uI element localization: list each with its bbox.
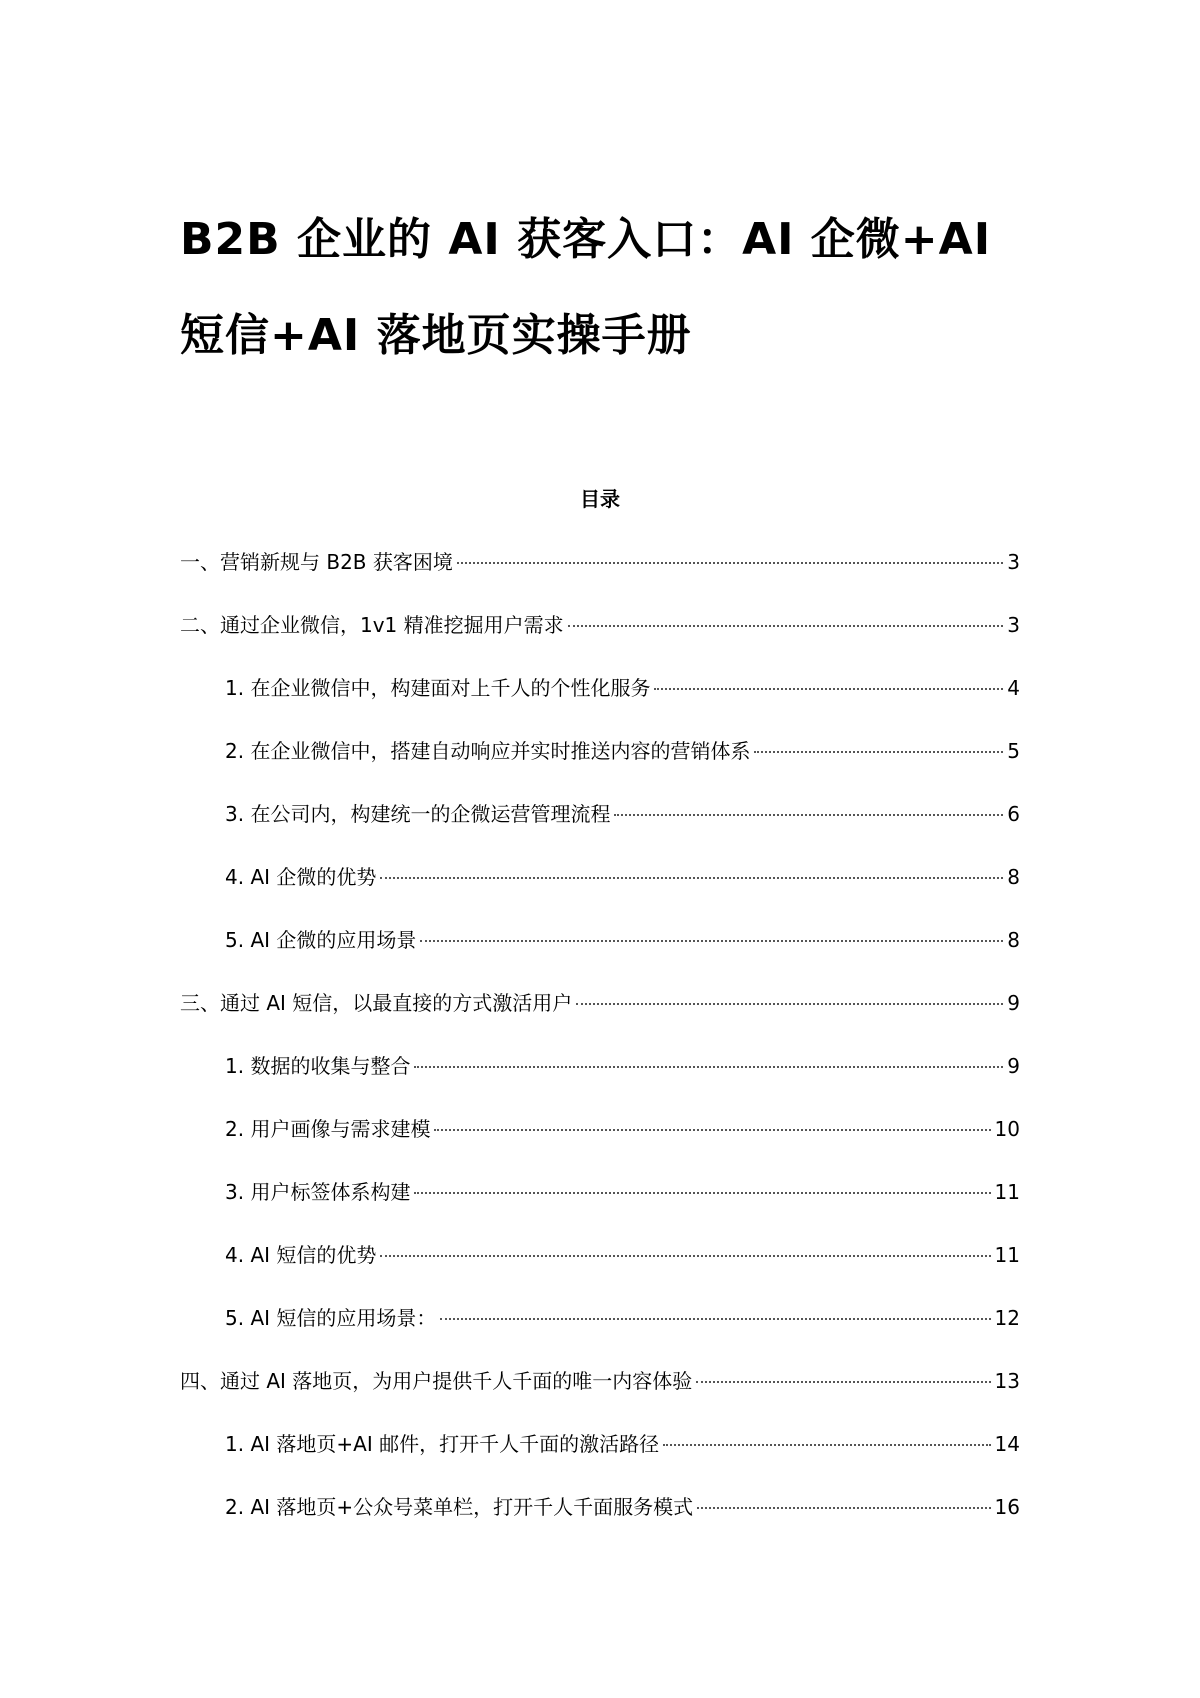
toc-page-number: 12 bbox=[994, 1306, 1020, 1330]
toc-dot-leader bbox=[457, 561, 1003, 564]
toc-page-number: 6 bbox=[1007, 802, 1020, 826]
toc-page-number: 3 bbox=[1007, 550, 1020, 574]
toc-entry[interactable] bbox=[180, 1235, 1020, 1298]
toc-entry-text: 5. AI 企微的应用场景 bbox=[225, 928, 417, 952]
toc-entry-text: 三、通过 AI 短信，以最直接的方式激活用户 bbox=[180, 991, 573, 1015]
toc-dot-leader bbox=[654, 687, 1003, 690]
toc-dot-leader bbox=[414, 1191, 990, 1194]
toc-dot-leader bbox=[380, 876, 1003, 879]
toc-page-number: 11 bbox=[994, 1243, 1020, 1267]
toc-entry-text: 1. 在企业微信中，构建面对上千人的个性化服务 bbox=[225, 676, 651, 700]
toc-dot-leader bbox=[576, 1002, 1003, 1005]
toc-entry[interactable] bbox=[180, 542, 1020, 605]
toc-page-number: 9 bbox=[1007, 991, 1020, 1015]
toc-entry[interactable] bbox=[180, 1487, 1020, 1550]
toc-entry-text: 4. AI 企微的优势 bbox=[225, 865, 377, 889]
toc-entry[interactable] bbox=[180, 605, 1020, 668]
toc-dot-leader bbox=[696, 1380, 990, 1383]
toc-entry-text: 二、通过企业微信，1v1 精准挖掘用户需求 bbox=[180, 613, 564, 637]
toc-entry-text: 2. 在企业微信中，搭建自动响应并实时推送内容的营销体系 bbox=[225, 739, 751, 763]
toc-entry[interactable] bbox=[180, 1298, 1020, 1361]
toc-entry[interactable] bbox=[180, 1424, 1020, 1487]
toc-entry[interactable] bbox=[180, 857, 1020, 920]
toc-dot-leader bbox=[440, 1317, 990, 1320]
toc-entry-text: 1. AI 落地页+AI 邮件，打开千人千面的激活路径 bbox=[225, 1432, 660, 1456]
document-title: B2B 企业的 AI 获客入口：AI 企微+AI 短信+AI 落地页实操手册 bbox=[180, 214, 992, 361]
table-of-contents bbox=[180, 542, 1020, 1550]
toc-entry-text: 3. 用户标签体系构建 bbox=[225, 1180, 411, 1204]
toc-entry[interactable] bbox=[180, 920, 1020, 983]
toc-entry[interactable] bbox=[180, 1361, 1020, 1424]
toc-entry-text: 5. AI 短信的应用场景： bbox=[225, 1306, 437, 1330]
toc-entry-text: 2. 用户画像与需求建模 bbox=[225, 1117, 431, 1141]
toc-entry[interactable] bbox=[180, 1046, 1020, 1109]
toc-entry[interactable] bbox=[180, 983, 1020, 1046]
toc-entry-text: 4. AI 短信的优势 bbox=[225, 1243, 377, 1267]
toc-page-number: 8 bbox=[1007, 928, 1020, 952]
toc-page-number: 4 bbox=[1007, 676, 1020, 700]
toc-dot-leader bbox=[380, 1254, 990, 1257]
toc-entry[interactable] bbox=[180, 668, 1020, 731]
toc-page-number: 13 bbox=[994, 1369, 1020, 1393]
toc-page-number: 14 bbox=[994, 1432, 1020, 1456]
toc-entry[interactable] bbox=[180, 1109, 1020, 1172]
toc-entry-text: 1. 数据的收集与整合 bbox=[225, 1054, 411, 1078]
toc-page-number: 9 bbox=[1007, 1054, 1020, 1078]
toc-dot-leader bbox=[754, 750, 1003, 753]
toc-dot-leader bbox=[614, 813, 1003, 816]
toc-entry[interactable] bbox=[180, 731, 1020, 794]
toc-entry-text: 3. 在公司内，构建统一的企微运营管理流程 bbox=[225, 802, 611, 826]
toc-page-number: 11 bbox=[994, 1180, 1020, 1204]
toc-page-number: 8 bbox=[1007, 865, 1020, 889]
toc-dot-leader bbox=[434, 1128, 990, 1131]
toc-entry-text: 四、通过 AI 落地页，为用户提供千人千面的唯一内容体验 bbox=[180, 1369, 693, 1393]
toc-entry-text: 一、营销新规与 B2B 获客困境 bbox=[180, 550, 453, 574]
toc-dot-leader bbox=[568, 624, 1004, 627]
toc-page-number: 16 bbox=[994, 1495, 1020, 1519]
toc-page-number: 10 bbox=[994, 1117, 1020, 1141]
toc-dot-leader bbox=[697, 1506, 990, 1509]
toc-page-number: 3 bbox=[1007, 613, 1020, 637]
toc-entry[interactable] bbox=[180, 794, 1020, 857]
toc-dot-leader bbox=[663, 1443, 990, 1446]
toc-dot-leader bbox=[414, 1065, 1003, 1068]
toc-dot-leader bbox=[420, 939, 1003, 942]
toc-entry-text: 2. AI 落地页+公众号菜单栏，打开千人千面服务模式 bbox=[225, 1495, 694, 1519]
toc-heading: 目录 bbox=[580, 487, 620, 511]
toc-page-number: 5 bbox=[1007, 739, 1020, 763]
toc-entry[interactable] bbox=[180, 1172, 1020, 1235]
